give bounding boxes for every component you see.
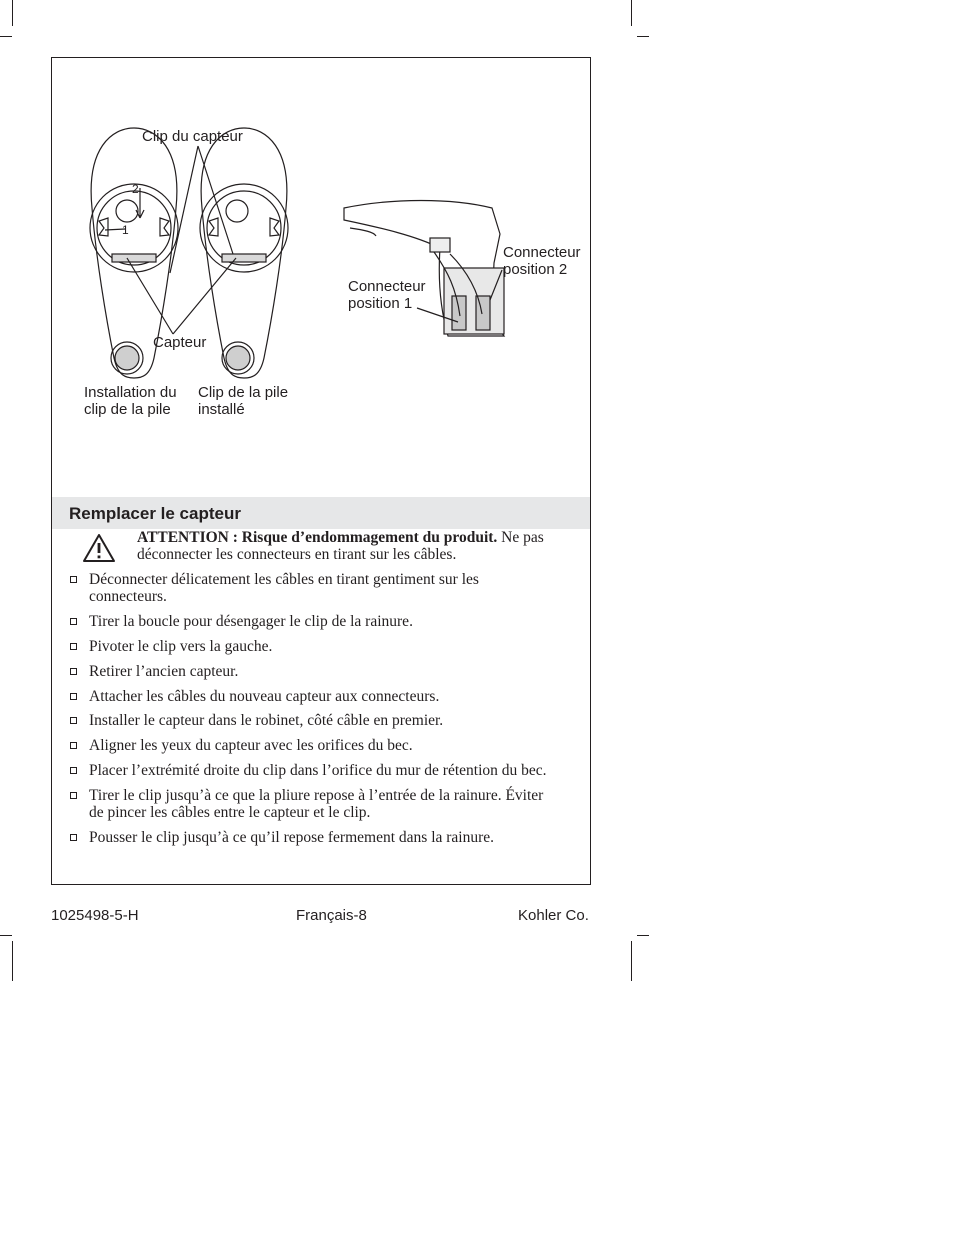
list-item: [69, 613, 559, 630]
list-item: [69, 829, 559, 846]
checkbox-icon: [70, 717, 77, 724]
step-text: Pousser le clip jusqu’à ce qu’il repose fermement dans la rainure.: [89, 829, 495, 847]
list-item: [69, 663, 559, 680]
caution-heading: ATTENTION : Risque d’endommagement du produit.: [137, 529, 498, 546]
crop-mark: [0, 36, 12, 37]
connector-position-1-label: Connecteur position 1: [348, 278, 426, 312]
checkbox-icon: [70, 693, 77, 700]
list-item: [69, 571, 559, 605]
battery-clip-install-label: Installation du clip de la pile: [84, 384, 177, 418]
crop-mark: [0, 935, 12, 936]
step-text: Pivoter le clip vers la gauche.: [89, 637, 273, 655]
step-one-marker: 1: [122, 223, 129, 237]
footer-company: Kohler Co.: [518, 907, 589, 924]
checkbox-icon: [70, 792, 77, 799]
list-item: [69, 712, 559, 729]
step-text: Tirer le clip jusqu’à ce que la pliure repose à l’entrée de la rainure. Éviter de pincer les câbles entre le capteur et le clip.: [89, 787, 544, 822]
checkbox-icon: [70, 618, 77, 625]
section-title: Remplacer le capteur: [69, 504, 241, 523]
crop-mark: [637, 935, 649, 936]
checkbox-icon: [70, 668, 77, 675]
section-header: [52, 497, 590, 529]
step-text: Attacher les câbles du nouveau capteur aux connecteurs.: [89, 687, 440, 705]
caution-body: Ne pas déconnecter les connecteurs en tirant sur les câbles.: [137, 529, 544, 563]
list-item: [69, 638, 559, 655]
step-text: Déconnecter délicatement les câbles en tirant gentiment sur les connecteurs.: [89, 571, 479, 605]
step-text: Tirer la boucle pour désengager le clip de la rainure.: [89, 612, 413, 630]
checkbox-icon: [70, 742, 77, 749]
list-item: [69, 688, 559, 705]
list-item: [69, 737, 559, 754]
step-list: [69, 571, 559, 854]
step-text: Placer l’extrémité droite du clip dans l’orifice du mur de rétention du bec.: [89, 762, 547, 780]
crop-mark: [631, 0, 632, 26]
warning-icon: [82, 533, 116, 563]
sensor-label: Capteur: [153, 334, 207, 351]
footer-doc-number: 1025498-5-H: [51, 907, 139, 924]
checkbox-icon: [70, 767, 77, 774]
checkbox-icon: [70, 643, 77, 650]
step-text: Installer le capteur dans le robinet, côté câble en premier.: [89, 712, 444, 730]
content-frame: [51, 57, 591, 885]
footer-page-number: Français-8: [296, 907, 367, 924]
crop-mark: [12, 0, 13, 26]
step-two-marker: 2: [132, 182, 139, 196]
step-text: Retirer l’ancien capteur.: [89, 662, 239, 680]
crop-mark: [12, 941, 13, 981]
crop-mark: [631, 941, 632, 981]
list-item: [69, 762, 559, 779]
checkbox-icon: [70, 834, 77, 841]
checkbox-icon: [70, 576, 77, 583]
crop-mark: [637, 36, 649, 37]
list-item: [69, 787, 559, 821]
battery-clip-installed-label: Clip de la pile installé: [198, 384, 289, 418]
sensor-clip-label: Clip du capteur: [142, 128, 243, 145]
caution-note: [137, 529, 557, 563]
step-text: Aligner les yeux du capteur avec les orifices du bec.: [89, 737, 413, 755]
connector-position-2-label: Connecteur position 2: [503, 244, 581, 278]
